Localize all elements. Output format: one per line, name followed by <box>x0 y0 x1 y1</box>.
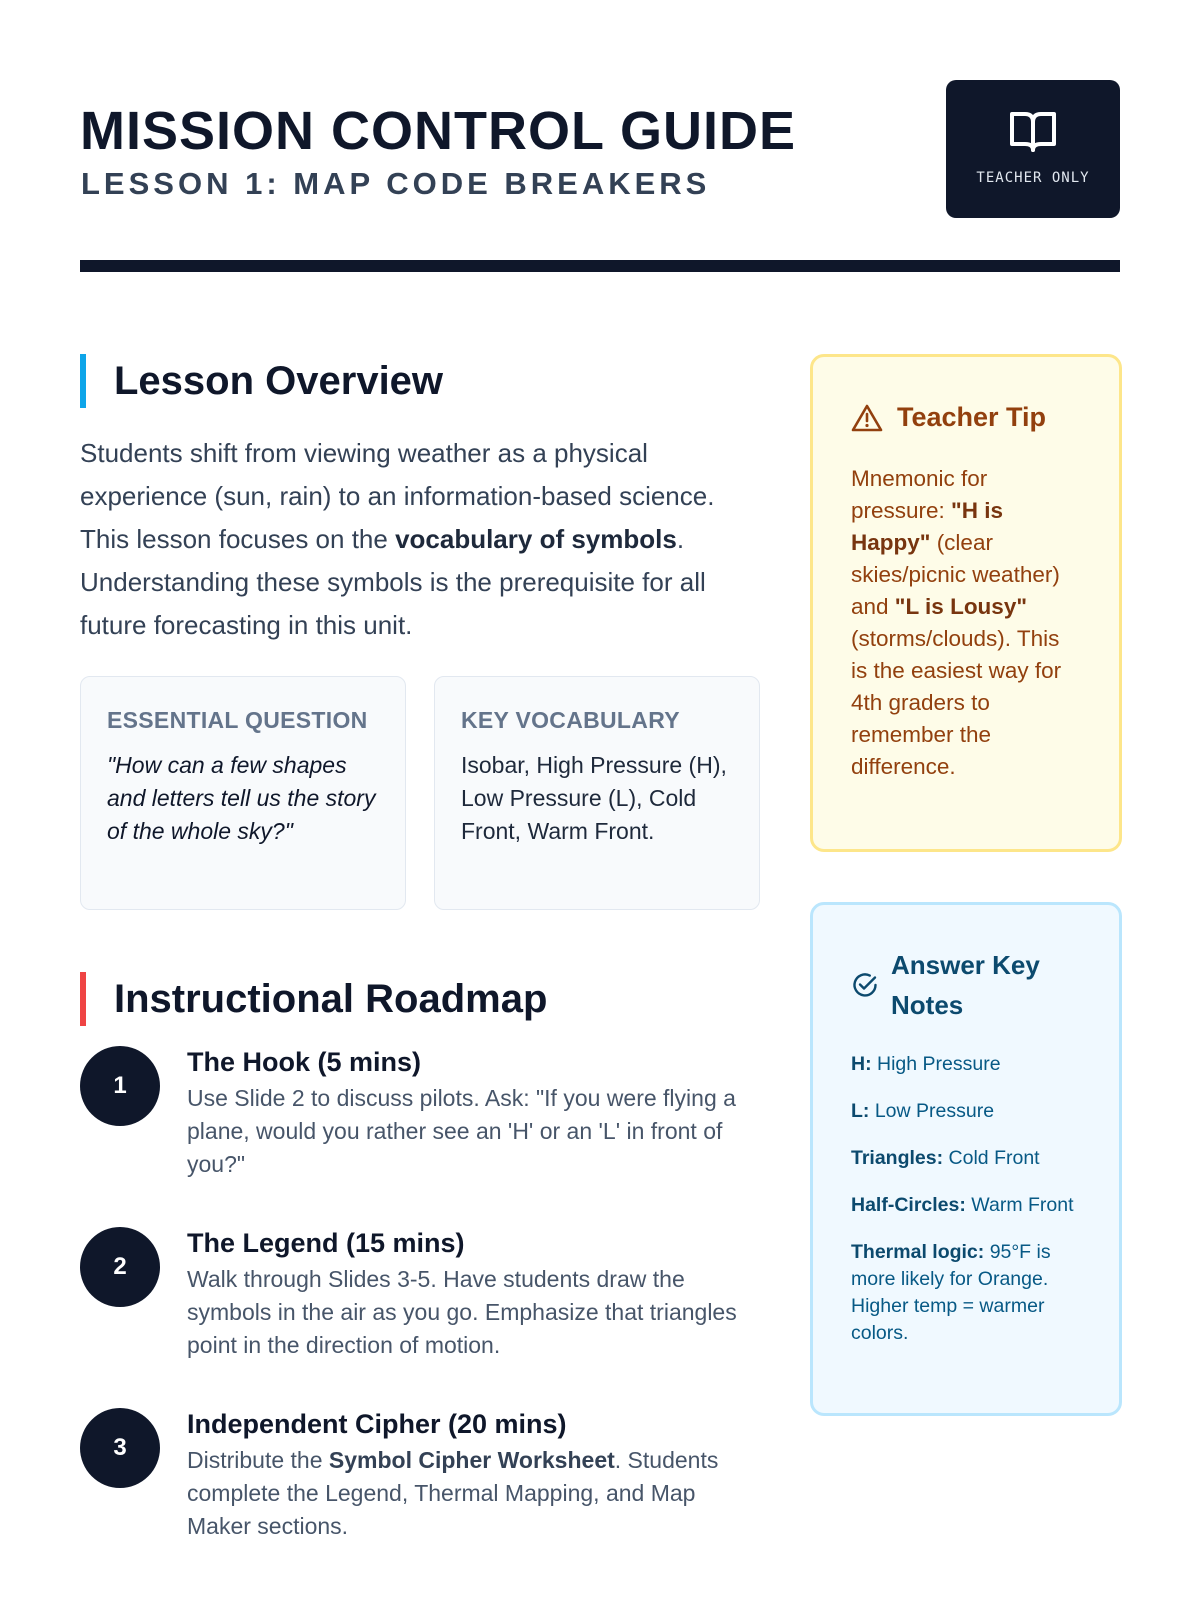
step-description-part: Distribute the <box>187 1447 329 1473</box>
teacher-tip-title: Teacher Tip <box>897 402 1047 432</box>
answer-key-item <box>851 1239 1081 1347</box>
overview-text-bold: vocabulary of symbols <box>395 524 677 554</box>
badge-label: TEACHER ONLY <box>976 170 1090 186</box>
essential-question-card <box>80 676 406 910</box>
header-divider <box>80 260 1120 272</box>
tip-text-part: (clear skies/picnic weather) and <box>851 530 1060 619</box>
worksheet-name: Symbol Cipher Worksheet <box>328 1447 615 1473</box>
answer-key-box <box>810 902 1122 1416</box>
page-title: MISSION CONTROL GUIDE <box>80 101 797 161</box>
answer-key-term: H: <box>851 1053 872 1075</box>
answer-key-term: Triangles: <box>851 1147 944 1169</box>
step-title: The Hook (5 mins) <box>187 1047 422 1077</box>
answer-key-term: Half-Circles: <box>851 1194 966 1216</box>
step-title: Independent Cipher (20 mins) <box>187 1409 567 1439</box>
answer-key-item <box>851 1145 1081 1172</box>
answer-key-value: High Pressure <box>871 1053 1001 1075</box>
roadmap-heading <box>80 974 547 1024</box>
teacher-tip-text <box>851 463 1081 783</box>
key-vocabulary-text: Isobar, High Pressure (H), Low Pressure (L), Cold Front, Warm Front. <box>461 752 727 844</box>
overview-heading <box>80 356 443 406</box>
step-description-part: . Students complete the Legend, Thermal Mapping, and Map Maker sections. <box>187 1447 719 1539</box>
warning-triangle-icon <box>851 403 883 433</box>
teacher-tip-header <box>851 399 1081 439</box>
key-vocabulary-card <box>434 676 760 910</box>
lesson-subtitle: LESSON 1: MAP CODE BREAKERS <box>81 166 711 201</box>
tip-mnemonic: "H is Happy" <box>851 498 1003 555</box>
answer-key-value: 95°F is more likely for Orange. Higher temp = warmer colors. <box>851 1241 1051 1344</box>
answer-key-value: Low Pressure <box>869 1100 995 1122</box>
overview-accent-bar <box>80 354 86 408</box>
step-number: 2 <box>80 1227 160 1307</box>
step-description: Walk through Slides 3-5. Have students draw the symbols in the air as you go. Emphasize that triangles point in the direction of motion. <box>187 1266 737 1358</box>
answer-key-value: Warm Front <box>965 1194 1074 1216</box>
answer-key-title: Answer Key Notes <box>891 950 1040 1020</box>
answer-key-item <box>851 1192 1081 1219</box>
answer-key-term: L: <box>851 1100 870 1122</box>
essential-question-label: ESSENTIAL QUESTION <box>107 707 368 733</box>
step-description: Use Slide 2 to discuss pilots. Ask: "If you were flying a plane, would you rather see an 'H' or an 'L' in front of you?" <box>187 1085 736 1177</box>
tip-text-part: Mnemonic for pressure: <box>851 466 988 523</box>
header <box>80 80 1120 218</box>
essential-question-text: "How can a few shapes and letters tell us the story of the whole sky?" <box>107 752 376 844</box>
answer-key-term: Thermal logic: <box>851 1241 985 1263</box>
overview-paragraph <box>80 432 740 647</box>
roadmap-accent-bar <box>80 972 86 1026</box>
key-vocabulary-label: KEY VOCABULARY <box>461 707 680 733</box>
answer-key-item <box>851 1051 1081 1078</box>
overview-text-part: . Understanding these symbols is the prerequisite for all future forecasting in this unit. <box>80 524 706 640</box>
overview-heading-text: Lesson Overview <box>114 359 444 403</box>
step-number: 3 <box>80 1408 160 1488</box>
answer-key-list <box>851 1051 1081 1347</box>
step-title: The Legend (15 mins) <box>187 1228 465 1258</box>
tip-text-part: (storms/clouds). This is the easiest way for 4th graders to remember the difference. <box>851 626 1062 779</box>
step-description <box>187 1444 759 1543</box>
tip-mnemonic: "L is Lousy" <box>894 594 1027 619</box>
overview-text-part: Students shift from viewing weather as a physical experience (sun, rain) to an information-based science. This lesson focuses on the <box>80 438 715 554</box>
open-book-icon <box>1008 108 1058 154</box>
roadmap-heading-text: Instructional Roadmap <box>114 977 548 1021</box>
answer-key-header <box>851 945 1081 1027</box>
check-circle-icon <box>851 971 879 999</box>
answer-key-item <box>851 1098 1081 1125</box>
step-number: 1 <box>80 1046 160 1126</box>
teacher-only-badge <box>946 80 1120 218</box>
teacher-tip-box <box>810 354 1122 852</box>
answer-key-value: Cold Front <box>943 1147 1040 1169</box>
